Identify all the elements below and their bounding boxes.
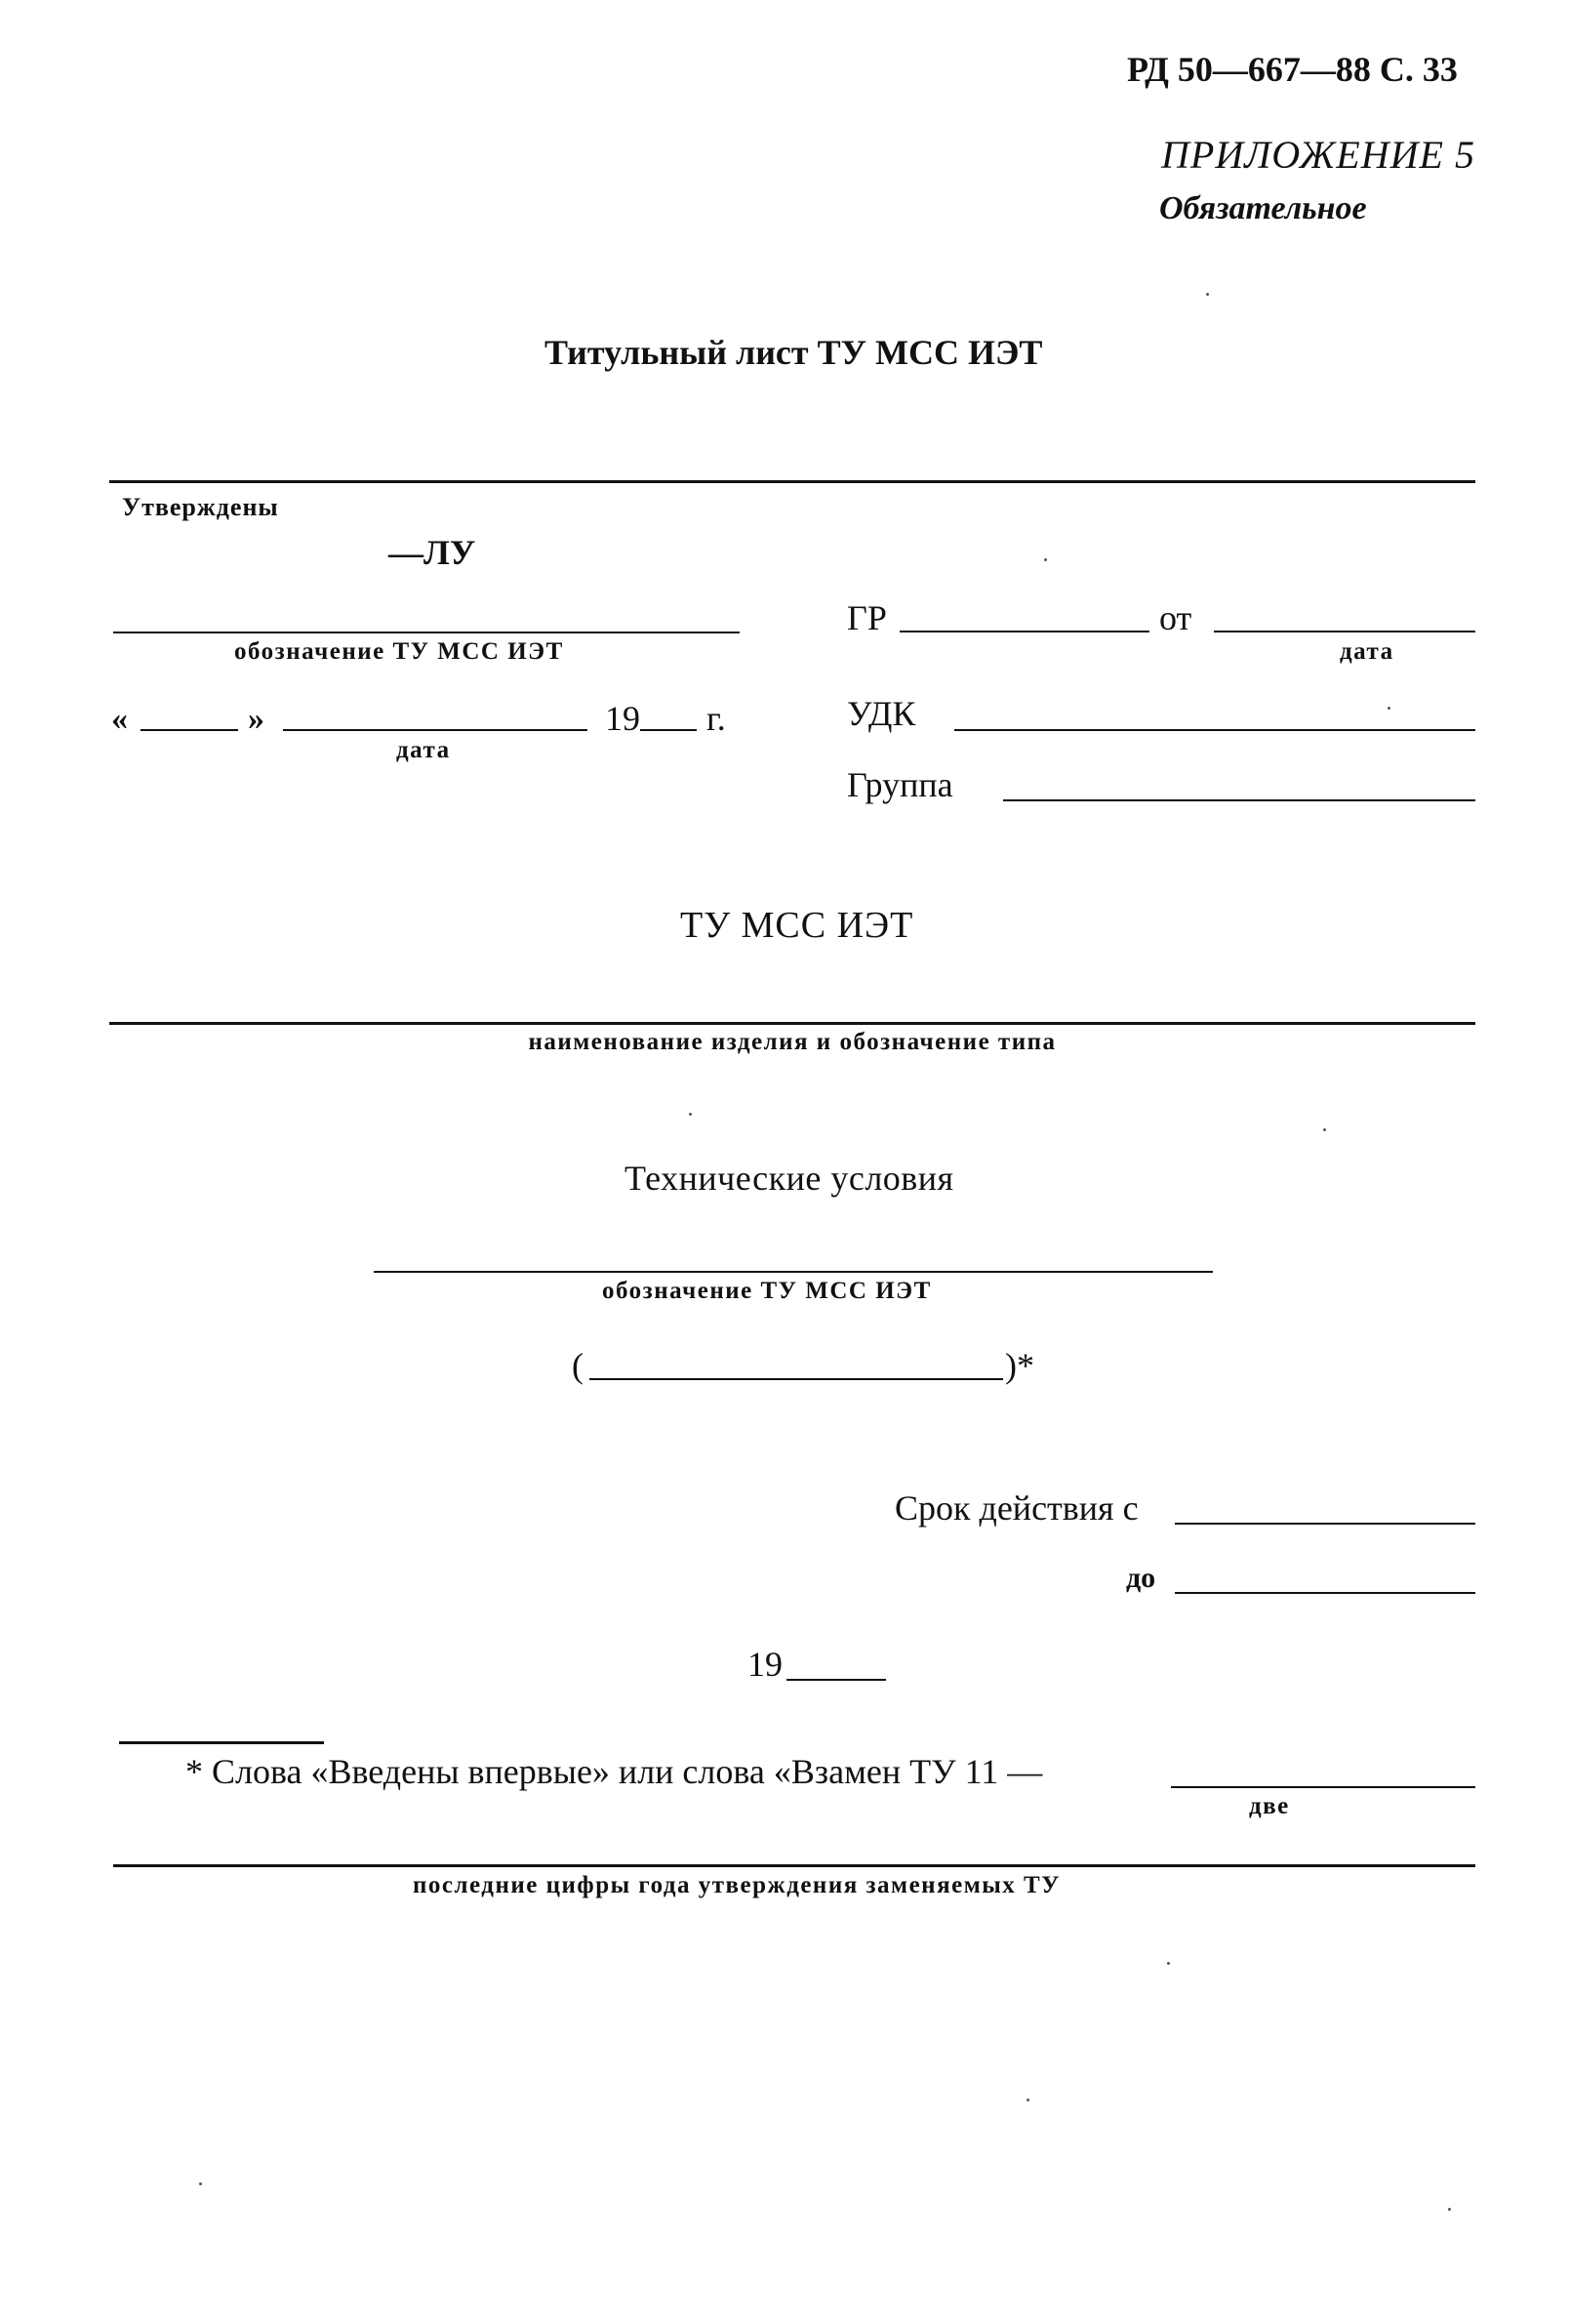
quote-open: «	[111, 701, 128, 737]
validity-from-label: Срок действия с	[895, 1488, 1139, 1528]
date-caption-left: дата	[396, 737, 451, 763]
designation-caption: обозначение ТУ МСС ИЭТ	[234, 638, 564, 665]
tech-designation-line	[374, 1271, 1213, 1273]
from-label: от	[1159, 598, 1192, 637]
footnote-separator	[119, 1741, 324, 1744]
validity-from-line	[1175, 1523, 1475, 1525]
gr-label: ГР	[847, 598, 887, 637]
footnote-last-digits-caption: последние цифры года утверждения заменяемых ТУ	[413, 1872, 1062, 1898]
scan-speck	[199, 2182, 202, 2185]
year-line-small	[640, 729, 697, 731]
page-title: Титульный лист ТУ МСС ИЭТ	[544, 333, 1043, 372]
from-date-line	[1214, 631, 1475, 632]
month-line	[283, 729, 587, 731]
page-reference: РД 50—667—88 С. 33	[1127, 50, 1458, 89]
validity-to-line	[1175, 1592, 1475, 1594]
scan-speck	[1167, 1962, 1170, 1965]
year-line-label: 19	[747, 1645, 783, 1684]
designation-line	[113, 632, 740, 633]
lu-suffix: —ЛУ	[388, 533, 476, 572]
footnote-text: * Слова «Введены впервые» или слова «Взамен ТУ 11 —	[185, 1752, 1043, 1791]
scan-speck	[1448, 2208, 1451, 2211]
paren-line	[589, 1378, 1003, 1380]
approved-label: Утверждены	[122, 493, 279, 521]
footnote-two-caption: две	[1249, 1793, 1290, 1819]
spec-heading: ТУ МСС ИЭТ	[680, 905, 914, 946]
day-line	[141, 729, 238, 731]
year-line	[786, 1679, 886, 1681]
top-divider	[109, 480, 1475, 483]
product-name-line	[109, 1022, 1475, 1025]
date-caption-right: дата	[1340, 638, 1394, 665]
year-prefix: 19	[605, 699, 640, 738]
udk-label: УДК	[847, 694, 916, 733]
scan-speck	[1388, 707, 1390, 710]
tech-designation-caption: обозначение ТУ МСС ИЭТ	[602, 1278, 932, 1304]
paren-open: (	[572, 1346, 584, 1385]
scan-speck	[1044, 558, 1047, 561]
validity-to-label: до	[1126, 1562, 1156, 1594]
udk-line	[954, 729, 1475, 731]
group-line	[1003, 799, 1475, 801]
group-label: Группа	[847, 765, 953, 804]
gr-line	[900, 631, 1149, 632]
tech-conditions-heading: Технические условия	[624, 1159, 954, 1198]
scan-speck	[1027, 2099, 1029, 2101]
scan-speck	[689, 1113, 692, 1116]
footnote-two-line	[1171, 1786, 1475, 1788]
quote-close: »	[248, 701, 264, 737]
year-suffix: г.	[706, 699, 726, 738]
scan-speck	[1323, 1128, 1326, 1131]
product-caption: наименование изделия и обозначение типа	[528, 1029, 1057, 1055]
appendix-label: ПРИЛОЖЕНИЕ 5	[1161, 133, 1475, 177]
scan-speck	[1206, 293, 1209, 296]
footnote-last-digits-line	[113, 1864, 1475, 1867]
appendix-status: Обязательное	[1159, 190, 1367, 226]
paren-close: )*	[1005, 1346, 1034, 1385]
